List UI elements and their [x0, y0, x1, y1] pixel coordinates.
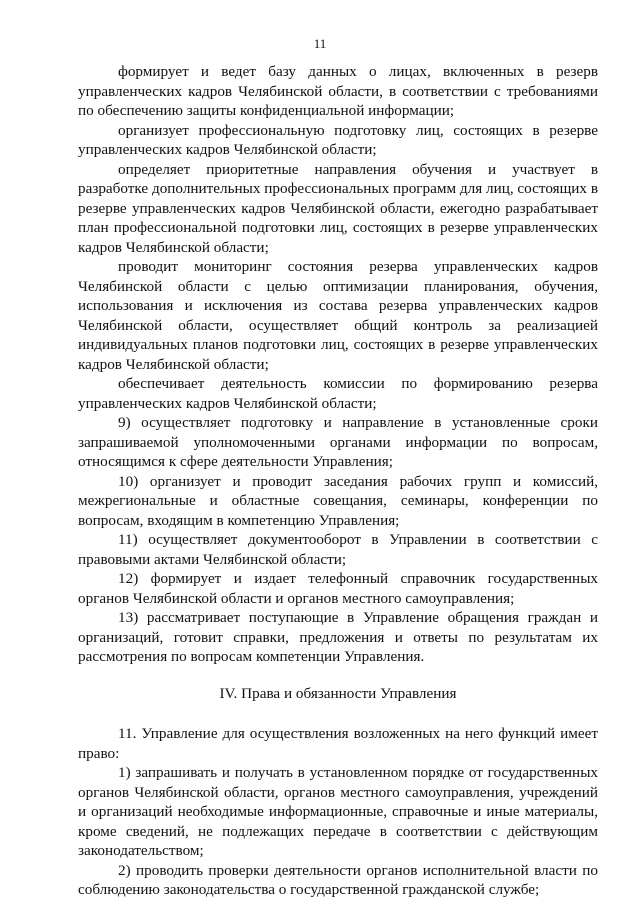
paragraph: 1) запрашивать и получать в установленном порядке от государственных органов Челябинской области, органов местного самоуправления, учреждений и организаций необходимые информационные, справочные и иные материалы, кроме сведений, не подлежащих передаче в соответствии с действующим законодательством;: [78, 764, 598, 859]
paragraph: 10) организует и проводит заседания рабочих групп и комиссий, межрегиональные и областные совещания, семинары, конференции по вопросам, входящим в компетенцию Управления;: [78, 472, 598, 529]
paragraph: обеспечивает деятельность комиссии по формированию резерва управленческих кадров Челябинской области;: [78, 375, 598, 412]
paragraph: формирует и ведет базу данных о лицах, включенных в резерв управленческих кадров Челябинской области, в соответствии с требованиями по обеспечению защиты конфиденциальной информации;: [78, 63, 598, 119]
section-heading: IV. Права и обязанности Управления: [219, 684, 457, 702]
paragraph: проводит мониторинг состояния резерва управленческих кадров Челябинской области с целью оптимизации планирования, обучения, использования и исключения из состава резерва управленческих кадров Челябинской области, осуществляет общий контроль за реализацией индивидуальных планов подготовки лиц, состоящих в резерве управленческих кадров Челябинской области;: [78, 258, 598, 373]
paragraph: 13) рассматривает поступающие в Управление обращения граждан и организаций, готовит справки, предложения и ответы по результатам их рассмотрения по вопросам компетенции Управления.: [78, 609, 598, 665]
paragraph: 2) проводить проверки деятельности органов исполнительной власти по соблюдению законодательства о государственной гражданской службе;: [78, 861, 598, 898]
paragraph: определяет приоритетные направления обучения и участвует в разработке дополнительных профессиональных программ для лиц, состоящих в резерве управленческих кадров Челябинской области, ежегодно разрабатывает план профессиональной подготовки лиц, состоящих в резерве управленческих кадров Челябинской области;: [78, 160, 598, 256]
paragraph: 9) осуществляет подготовку и направление в установленные сроки запрашиваемой уполномоченными органами информации по вопросам, относящимся к сфере деятельности Управления;: [78, 414, 598, 470]
paragraph: организует профессиональную подготовку лиц, состоящих в резерве управленческих кадров Челябинской области;: [78, 121, 598, 158]
paragraph: 12) формирует и издает телефонный справочник государственных органов Челябинской области и органов местного самоуправления;: [78, 570, 598, 607]
page-number: 11: [313, 36, 327, 51]
paragraph: 11. Управление для осуществления возложенных на него функций имеет право:: [78, 725, 598, 762]
document-body: [78, 62, 598, 900]
paragraph: 11) осуществляет документооборот в Управлении в соответствии с правовыми актами Челябинской области;: [78, 531, 598, 568]
